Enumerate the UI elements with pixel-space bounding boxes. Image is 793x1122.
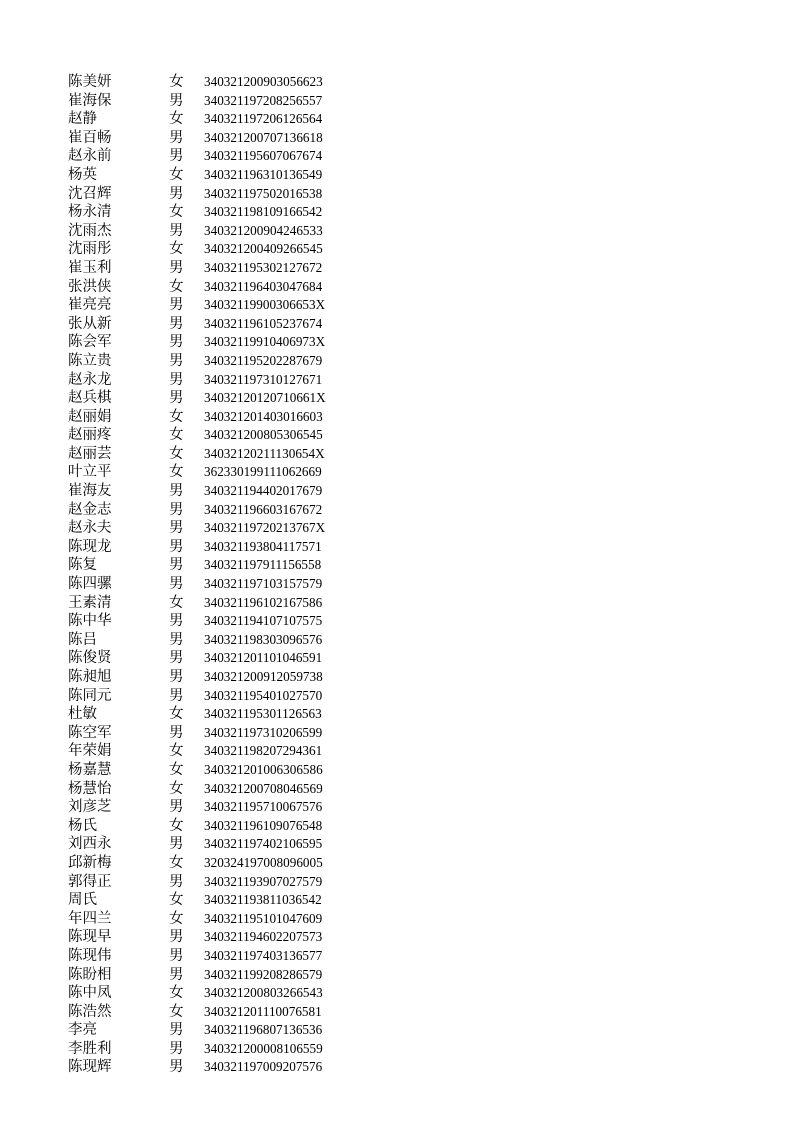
person-gender: 女 [169,241,184,258]
person-gender: 男 [169,1059,184,1076]
person-name: 陈现早 [68,929,112,946]
person-id-number: 340321197402106595 [204,836,323,852]
person-id-number: 340321197208256557 [204,92,323,108]
roster-row [68,445,358,464]
person-id-number: 340321198303096576 [204,631,323,647]
person-id-number: 340321194602207573 [204,929,323,945]
person-name: 崔海友 [68,483,112,500]
roster-row [68,1058,358,1077]
roster-row [68,594,358,613]
roster-row [68,538,358,557]
person-name: 陈复 [68,557,97,574]
roster-row [68,501,358,520]
person-id-number: 340321197206126564 [204,111,323,127]
person-name: 郭得正 [68,873,112,890]
person-name: 陈会军 [68,334,112,351]
person-gender: 女 [169,761,184,778]
roster-row [68,947,358,966]
person-id-number: 34032119720213767X [204,520,326,536]
person-gender: 男 [169,1022,184,1039]
person-gender: 女 [169,706,184,723]
person-gender: 女 [169,408,184,425]
roster-row [68,92,358,111]
person-id-number: 340321197310206599 [204,724,323,740]
roster-row [68,1021,358,1040]
roster-row [68,110,358,129]
person-name: 陈中华 [68,613,112,630]
roster-row [68,222,358,241]
person-id-number: 340321196109076548 [204,817,323,833]
person-name: 陈美妍 [68,74,112,90]
person-gender: 男 [169,799,184,816]
roster-row [68,147,358,166]
person-gender: 女 [169,1003,184,1020]
person-name: 年四兰 [68,910,112,927]
person-id-number: 340321200904246533 [204,222,323,238]
person-id-number: 340321200803266543 [204,985,323,1001]
person-id-number: 34032119910406973X [204,334,326,350]
person-name: 赵兵棋 [68,390,112,407]
roster-row [68,649,358,668]
person-id-number: 340321195101047609 [204,910,323,926]
roster-row [68,371,358,390]
roster-row [68,928,358,947]
person-gender: 男 [169,390,184,407]
roster-row [68,798,358,817]
person-gender: 女 [169,892,184,909]
person-id-number: 340321199208286579 [204,966,323,982]
person-name: 杨嘉慧 [68,761,112,778]
person-name: 陈盼相 [68,966,112,983]
person-id-number: 340321201110076581 [204,1003,322,1019]
roster-row [68,910,358,929]
roster-row [68,705,358,724]
roster-row [68,835,358,854]
person-name: 沈召辉 [68,185,112,202]
roster-row [68,668,358,687]
person-gender: 男 [169,148,184,165]
roster-row [68,73,358,92]
person-name: 陈现伟 [68,947,112,964]
person-id-number: 340321197310127671 [204,371,323,387]
roster-row [68,575,358,594]
person-id-number: 340321196310136549 [204,166,323,182]
person-gender: 男 [169,259,184,276]
person-id-number: 340321200708046569 [204,780,323,796]
roster-row [68,166,358,185]
person-name: 周氏 [68,892,97,909]
person-gender: 男 [169,1040,184,1057]
person-name: 杨慧怡 [68,780,112,797]
person-gender: 男 [169,669,184,685]
roster-row [68,463,358,482]
roster-row [68,129,358,148]
person-id-number: 340321197502016538 [204,185,323,201]
person-id-number: 340321198109166542 [204,204,323,220]
person-gender: 女 [169,166,184,183]
person-id-number: 340321197103157579 [204,576,323,592]
person-gender: 男 [169,222,184,239]
person-name: 崔亮亮 [68,297,112,314]
person-id-number: 340321200409266545 [204,241,323,257]
person-gender: 女 [169,817,184,834]
person-id-number: 340321194402017679 [204,483,323,499]
person-gender: 男 [169,483,184,500]
person-gender: 男 [169,352,184,369]
roster-table [68,73,358,1077]
person-name: 赵丽疼 [68,427,112,444]
person-gender: 男 [169,371,184,388]
person-gender: 男 [169,92,184,109]
person-name: 陈中凤 [68,985,112,1002]
person-name: 崔海保 [68,92,112,109]
person-gender: 男 [169,873,184,890]
person-id-number: 340321201403016603 [204,408,323,424]
person-name: 李胜利 [68,1040,112,1057]
person-name: 赵丽娟 [68,408,112,425]
roster-row [68,984,358,1003]
person-id-number: 340321195710067576 [204,799,323,815]
person-gender: 男 [169,185,184,202]
roster-row [68,687,358,706]
person-gender: 男 [169,929,184,946]
roster-row [68,203,358,222]
roster-row [68,817,358,836]
person-gender: 男 [169,947,184,964]
person-gender: 女 [169,464,184,481]
roster-row [68,240,358,259]
person-id-number: 340321201006306586 [204,761,323,777]
person-id-number: 340321200008106559 [204,1040,323,1056]
person-id-number: 340321193804117571 [204,538,322,554]
roster-row [68,185,358,204]
person-name: 陈空军 [68,724,112,741]
person-name: 赵金志 [68,501,112,518]
roster-row [68,389,358,408]
person-gender: 男 [169,129,184,146]
roster-row [68,296,358,315]
roster-row [68,482,358,501]
person-name: 沈雨彤 [68,241,112,258]
person-name: 叶立平 [68,464,112,481]
person-gender: 女 [169,854,184,871]
person-gender: 男 [169,724,184,741]
person-name: 陈现辉 [68,1059,112,1076]
roster-row [68,780,358,799]
person-id-number: 340321193907027579 [204,873,323,889]
person-id-number: 34032120211130654X [204,445,325,461]
person-gender: 男 [169,631,184,648]
person-id-number: 340321196403047684 [204,278,323,294]
person-gender: 女 [169,445,184,462]
person-id-number: 340321195301126563 [204,706,322,722]
person-id-number: 340321200912059738 [204,669,323,684]
person-name: 沈雨杰 [68,222,112,239]
person-id-number: 340321200805306545 [204,427,323,443]
person-id-number: 340321195302127672 [204,259,323,275]
person-gender: 女 [169,985,184,1002]
person-name: 杜敏 [68,706,97,723]
roster-row [68,259,358,278]
roster-row [68,315,358,334]
person-name: 陈四骡 [68,576,112,593]
person-gender: 女 [169,910,184,927]
person-id-number: 340321200707136618 [204,129,323,145]
person-gender: 女 [169,743,184,760]
person-id-number: 340321195607067674 [204,148,323,164]
person-name: 陈吕 [68,631,97,648]
roster-row [68,966,358,985]
person-id-number: 340321196102167586 [204,594,323,610]
person-gender: 男 [169,576,184,593]
person-gender: 男 [169,297,184,314]
person-gender: 男 [169,334,184,351]
person-id-number: 340321197911156558 [204,557,322,573]
roster-row [68,556,358,575]
person-name: 王素清 [68,594,112,611]
person-gender: 男 [169,315,184,332]
person-name: 赵静 [68,111,97,128]
person-name: 杨永清 [68,204,112,221]
roster-row [68,408,358,427]
roster-row [68,1003,358,1022]
roster-row [68,352,358,371]
person-name: 杨氏 [68,817,97,834]
person-gender: 女 [169,594,184,611]
person-id-number: 34032120120710661X [204,390,326,406]
person-name: 陈立贵 [68,352,112,369]
roster-row [68,1040,358,1059]
person-name: 张洪侠 [68,278,112,295]
person-id-number: 340321195401027570 [204,687,323,703]
roster-row [68,612,358,631]
person-id-number: 340321196105237674 [204,315,323,331]
person-name: 年荣娟 [68,743,112,760]
person-gender: 男 [169,520,184,537]
person-gender: 女 [169,278,184,295]
person-name: 陈现龙 [68,538,112,555]
person-name: 赵丽芸 [68,445,112,462]
person-name: 张从新 [68,315,112,332]
person-gender: 女 [169,204,184,221]
person-name: 崔百畅 [68,129,112,146]
person-name: 陈昶旭 [68,669,112,685]
person-gender: 男 [169,836,184,853]
person-id-number: 340321194107107575 [204,613,323,629]
person-name: 陈浩然 [68,1003,112,1020]
person-id-number: 320324197008096005 [204,854,323,870]
person-gender: 女 [169,780,184,797]
person-id-number: 340321195202287679 [204,352,323,368]
person-name: 赵永前 [68,148,112,165]
person-name: 陈俊贤 [68,650,112,667]
person-id-number: 340321196603167672 [204,501,323,517]
roster-row [68,333,358,352]
roster-row [68,519,358,538]
person-id-number: 340321193811036542 [204,892,322,908]
roster-row [68,761,358,780]
person-id-number: 340321197403136577 [204,947,323,963]
person-name: 崔玉利 [68,259,112,276]
roster-row [68,278,358,297]
person-id-number: 340321196807136536 [204,1022,323,1038]
person-gender: 男 [169,501,184,518]
person-gender: 男 [169,687,184,704]
person-name: 刘彦芝 [68,799,112,816]
roster-row [68,873,358,892]
person-id-number: 340321200903056623 [204,74,323,89]
person-gender: 男 [169,557,184,574]
person-id-number: 362330199111062669 [204,464,322,480]
person-gender: 男 [169,966,184,983]
person-name: 陈同元 [68,687,112,704]
person-name: 杨英 [68,166,97,183]
roster-row [68,631,358,650]
person-id-number: 340321201101046591 [204,650,323,666]
person-name: 刘西永 [68,836,112,853]
roster-row [68,724,358,743]
person-name: 赵永夫 [68,520,112,537]
roster-row [68,891,358,910]
person-gender: 男 [169,538,184,555]
roster-row [68,854,358,873]
person-id-number: 34032119900306653X [204,297,326,313]
person-name: 李亮 [68,1022,97,1039]
person-name: 邱新梅 [68,854,112,871]
person-id-number: 340321197009207576 [204,1059,323,1075]
person-gender: 女 [169,74,184,90]
person-gender: 女 [169,427,184,444]
roster-row [68,742,358,761]
person-gender: 男 [169,650,184,667]
person-gender: 男 [169,613,184,630]
person-name: 赵永龙 [68,371,112,388]
person-id-number: 340321198207294361 [204,743,323,759]
roster-row [68,426,358,445]
person-gender: 女 [169,111,184,128]
